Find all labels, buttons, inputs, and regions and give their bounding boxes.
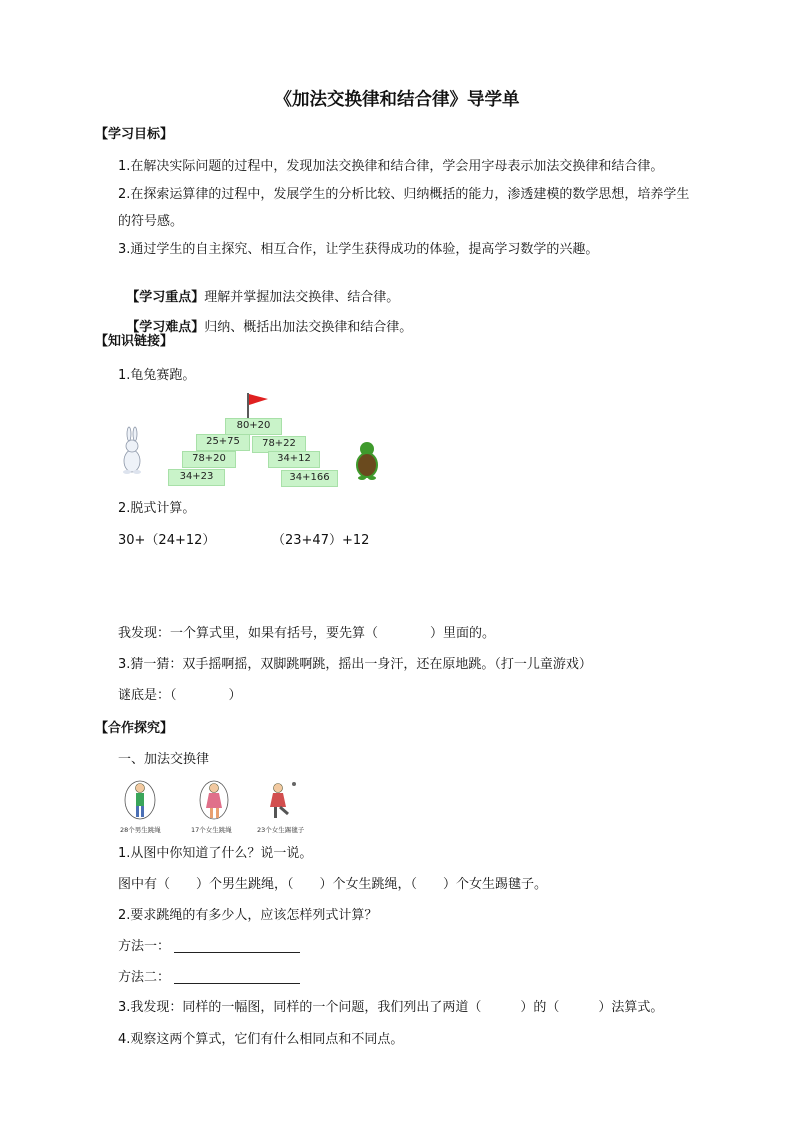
goal-item-1: 1.在解决实际问题的过程中，发现加法交换律和结合律，学会用字母表示加法交换律和结合律。 <box>118 159 664 174</box>
turtle-icon <box>357 442 377 480</box>
calc-expression-2: （23+47）+12 <box>272 533 370 548</box>
race-box-left-3: 34+23 <box>168 469 225 486</box>
race-box-left-2: 78+20 <box>182 451 236 468</box>
key-point-heading: 【学习重点】 <box>126 290 205 305</box>
goal-item-2-cont: 的符号感。 <box>118 214 184 229</box>
caption-girls-jump: 17个女生跳绳 <box>191 826 232 834</box>
key-point-text: 理解并掌握加法交换律、结合律。 <box>204 290 400 305</box>
explore-q3: 3.我发现：同样的一幅图，同样的一个问题，我们列出了两道（ ）的（ ）法算式。 <box>118 1000 664 1015</box>
race-question: 1.龟兔赛跑。 <box>118 368 196 383</box>
part1-heading: 一、加法交换律 <box>118 752 210 767</box>
race-box-right-1: 78+22 <box>252 436 306 453</box>
race-box-right-3: 34+166 <box>281 470 338 487</box>
difficulty-line <box>118 301 412 337</box>
riddle-question: 3.猜一猜：双手摇啊摇，双脚跳啊跳，摇出一身汗，还在原地跳。（打一儿童游戏） <box>118 657 592 672</box>
race-box-right-2: 34+12 <box>268 451 320 468</box>
girl-jump-rope-icon <box>200 781 228 819</box>
rabbit-icon <box>123 427 141 474</box>
explore-fill: 图中有（ ）个男生跳绳，（ ）个女生跳绳，（ ）个女生踢毽子。 <box>118 877 548 892</box>
caption-girls-shuttlecock: 23个女生踢毽子 <box>257 826 305 834</box>
caption-boys-jump: 28个男生跳绳 <box>120 826 161 834</box>
boy-jump-rope-icon <box>125 781 155 819</box>
goals-heading: 【学习目标】 <box>95 127 174 142</box>
discover-line: 我发现：一个算式里，如果有括号，要先算（ ）里面的。 <box>118 626 496 641</box>
explore-heading: 【合作探究】 <box>95 721 174 736</box>
calc-question: 2.脱式计算。 <box>118 501 196 516</box>
explore-q4: 4.观察这两个算式，它们有什么相同点和不同点。 <box>118 1032 404 1047</box>
method-2-label: 方法二： <box>118 970 171 985</box>
method-2-blank <box>174 983 300 984</box>
difficulty-heading: 【学习难点】 <box>126 320 205 335</box>
calc-expression-1: 30+（24+12） <box>118 533 216 548</box>
difficulty-text: 归纳、概括出加法交换律和结合律。 <box>204 320 413 335</box>
explore-q1: 1.从图中你知道了什么？说一说。 <box>118 846 313 861</box>
explore-q2: 2.要求跳绳的有多少人，应该怎样列式计算？ <box>118 908 378 923</box>
race-box-left-1: 25+75 <box>196 434 250 451</box>
kids-figures <box>118 778 348 824</box>
method-1-blank <box>174 952 300 953</box>
race-box-top: 80+20 <box>225 418 282 435</box>
flag-icon <box>249 394 268 405</box>
goal-item-3: 3.通过学生的自主探究、相互合作，让学生获得成功的体验，提高学习数学的兴趣。 <box>118 242 599 257</box>
link-heading: 【知识链接】 <box>95 334 174 349</box>
goal-item-2: 2.在探索运算律的过程中，发展学生的分析比较、归纳概括的能力，渗透建模的数学思想，培养学生 <box>118 187 690 202</box>
method-1-label: 方法一： <box>118 939 171 954</box>
page-title: 《加法交换律和结合律》导学单 <box>274 90 520 110</box>
riddle-answer: 谜底是：（ ） <box>118 688 242 703</box>
girl-shuttlecock-icon <box>270 782 296 818</box>
